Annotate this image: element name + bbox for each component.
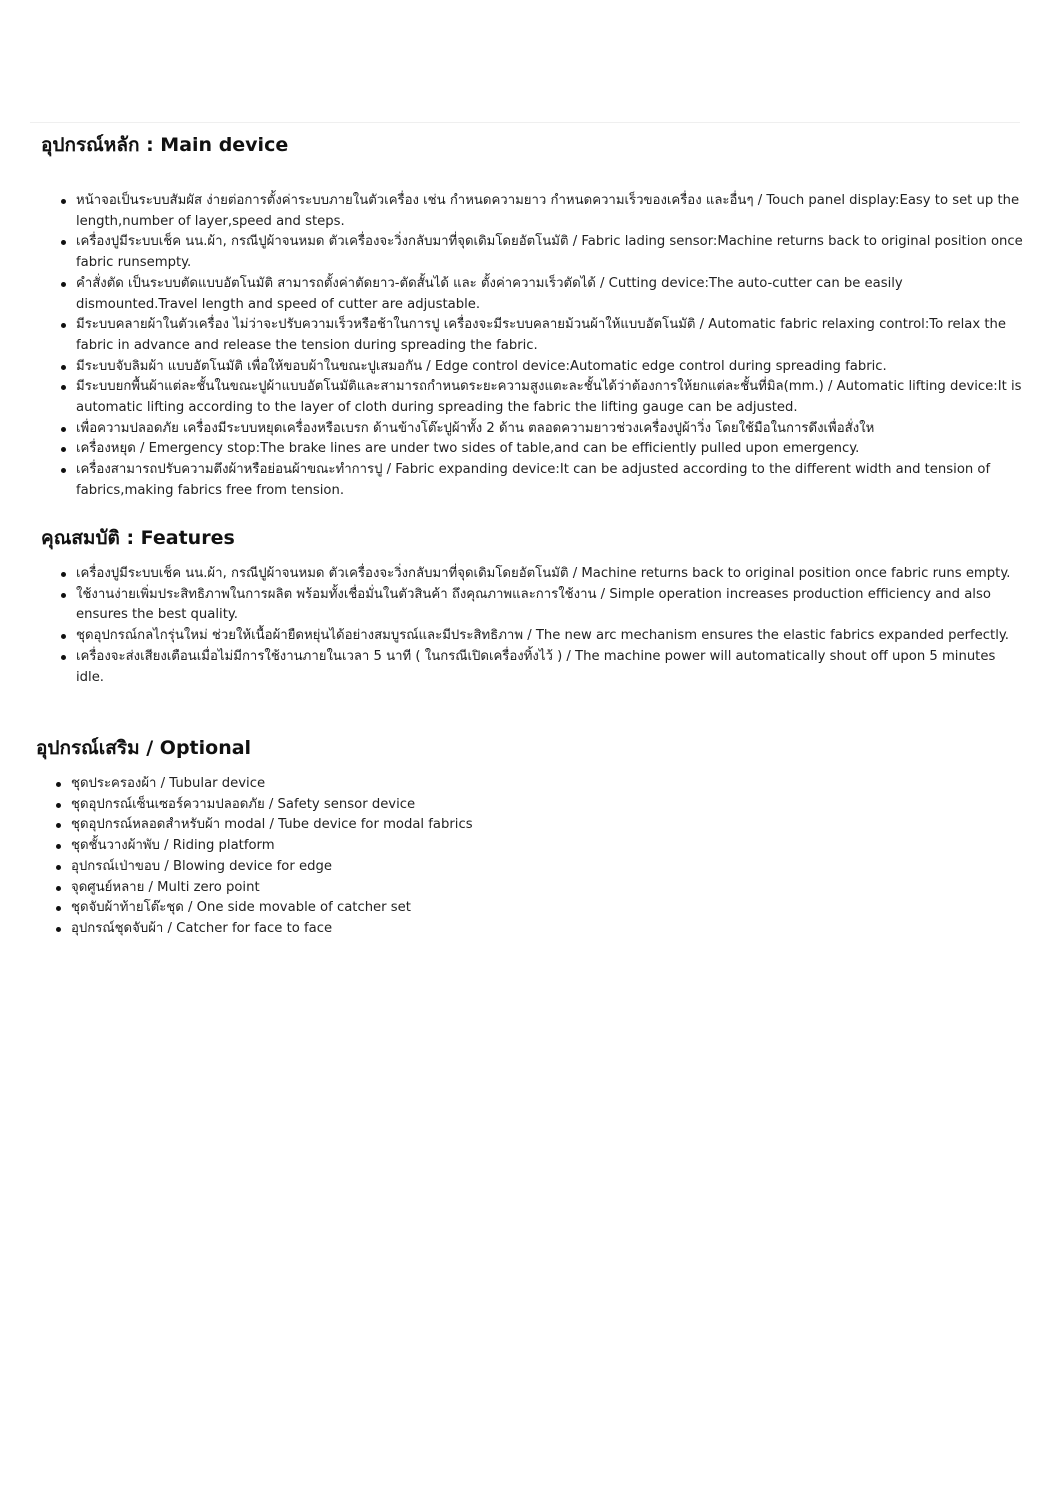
bullet-icon bbox=[61, 199, 66, 204]
bullet-icon bbox=[61, 655, 66, 660]
bullet-icon bbox=[56, 906, 61, 911]
bullet-icon bbox=[61, 634, 66, 639]
bullet-icon bbox=[56, 823, 61, 828]
optional-section bbox=[0, 736, 1050, 940]
bullet-icon bbox=[61, 385, 66, 390]
main-device-list bbox=[76, 191, 1026, 502]
list-item bbox=[76, 585, 1026, 626]
list-item bbox=[76, 315, 1026, 356]
list-item-text: ชุดประครองผ้า / Tubular device bbox=[71, 776, 266, 791]
list-item bbox=[76, 191, 1026, 232]
main-device-heading: อุปกรณ์หลัก : Main device bbox=[41, 134, 289, 156]
list-item bbox=[76, 460, 1026, 501]
bullet-icon bbox=[61, 593, 66, 598]
bullet-icon bbox=[61, 468, 66, 473]
bullet-icon bbox=[56, 844, 61, 849]
list-item bbox=[71, 836, 771, 857]
bullet-icon bbox=[61, 365, 66, 370]
top-divider bbox=[30, 122, 1020, 123]
list-item-text: เครื่องจะส่งเสียงเตือนเมื่อไม่มีการใช้งานภายในเวลา 5 นาที ( ในกรณีเปิดเครื่องทิ้งไว้ ) / The machine power will automatically shout off upon 5 minutes idle. bbox=[76, 648, 996, 685]
bullet-icon bbox=[56, 782, 61, 787]
list-item bbox=[71, 774, 771, 795]
list-item-text: จุดศูนย์หลาย / Multi zero point bbox=[71, 879, 260, 895]
list-item-text: คำสั่งตัด เป็นระบบตัดแบบอัตโนมัติ สามารถตั้งค่าตัดยาว-ตัดสั้นได้ และ ตั้งค่าความเร็วตัดได้ / Cutting device:The auto-cutter can be easily dismounted.Travel length and speed of cutter are adjustable. bbox=[76, 275, 903, 312]
list-item-text: เครื่องหยุด / Emergency stop:The brake lines are under two sides of table,and can be efficiently pulled upon emergency. bbox=[76, 441, 860, 457]
bullet-icon bbox=[61, 572, 66, 577]
list-item-text: ใช้งานง่ายเพิ่มประสิทธิภาพในการผลิต พร้อมทั้งเชื่อมั่นในตัวสินค้า ถึงคุณภาพและการใช้งาน / Simple operation increases production efficiency and also ensures the best quality. bbox=[76, 586, 991, 623]
bullet-icon bbox=[61, 323, 66, 328]
optional-heading: อุปกรณ์เสริม / Optional bbox=[36, 737, 252, 759]
list-item bbox=[71, 857, 771, 878]
optional-list bbox=[71, 774, 771, 940]
bullet-icon bbox=[61, 447, 66, 452]
bullet-icon bbox=[56, 865, 61, 870]
list-item bbox=[71, 919, 771, 940]
list-item bbox=[71, 878, 771, 899]
bullet-icon bbox=[56, 886, 61, 891]
list-item-text: ชุดอุปกรณ์กลไกรุ่นใหม่ ช่วยให้เนื้อผ้ายืดหยุ่นได้อย่างสมบูรณ์และมีประสิทธิภาพ / The new arc mechanism ensures the elastic fabrics expanded perfectly. bbox=[76, 628, 1009, 644]
list-item bbox=[76, 274, 1026, 315]
features-section bbox=[0, 526, 1050, 688]
bullet-icon bbox=[56, 803, 61, 808]
features-list bbox=[76, 564, 1026, 688]
list-item-text: เครื่องปูมีระบบเช็ค นน.ผ้า, กรณีปูผ้าจนหมด ตัวเครื่องจะวิ่งกลับมาที่จุดเดิมโดยอัตโนมัติ / Machine returns back to original position once fabric runs empty. bbox=[76, 566, 1011, 581]
list-item bbox=[76, 647, 1026, 688]
list-item bbox=[76, 419, 1026, 440]
list-item bbox=[76, 564, 1026, 585]
list-item-text: เครื่องสามารถปรับความตึงผ้าหรือย่อนผ้าขณะทำการปู / Fabric expanding device:It can be adjusted according to the different width and tension of fabrics,making fabrics free from tension. bbox=[76, 462, 991, 498]
list-item-text: มีระบบจับลิมผ้า แบบอัตโนมัติ เพื่อให้ขอบผ้าในขณะปูเสมอกัน / Edge control device:Automatic edge control during spreading fabric. bbox=[76, 358, 887, 374]
list-item bbox=[71, 795, 771, 816]
list-item-text: ชุดอุปกรณ์เซ็นเซอร์ความปลอดภัย / Safety sensor device bbox=[71, 796, 416, 812]
list-item-text: มีระบบคลายผ้าในตัวเครื่อง ไม่ว่าจะปรับความเร็วหรือช้าในการปู เครื่องจะมีระบบคลายม้วนผ้าให้แบบอัตโนมัติ / Automatic fabric relaxing control:To relax the fabric in advance and release the tension during spreading the fabric. bbox=[76, 317, 1006, 353]
bullet-icon bbox=[61, 282, 66, 287]
main-device-section bbox=[0, 133, 1050, 502]
list-item-text: มีระบบยกพื้นผ้าแต่ละชั้นในขณะปูผ้าแบบอัตโนมัติและสามารถกำหนดระยะความสูงแตะละชั้นได้ว่าต้องการให้ยกแต่ละชั้นที่มิล(mm.) / Automatic lifting device:It is automatic lifting according to the layer of cloth during spreading the fabric the lifting gauge can be adjusted. bbox=[76, 379, 1022, 416]
bullet-icon bbox=[61, 240, 66, 245]
list-item bbox=[71, 898, 771, 919]
features-heading: คุณสมบัติ : Features bbox=[41, 527, 235, 549]
list-item bbox=[76, 626, 1026, 647]
list-item bbox=[76, 439, 1026, 460]
list-item-text: ชุดอุปกรณ์หลอดสำหรับผ้า modal / Tube device for modal fabrics bbox=[71, 817, 473, 833]
bullet-icon bbox=[61, 427, 66, 432]
list-item-text: อุปกรณ์เป่าขอบ / Blowing device for edge bbox=[71, 858, 332, 874]
list-item bbox=[71, 815, 771, 836]
list-item-text: ชุดจับผ้าท้ายโต๊ะชุด / One side movable of catcher set bbox=[71, 900, 411, 916]
list-item-text: ชุดชั้นวางผ้าพับ / Riding platform bbox=[71, 838, 275, 854]
list-item bbox=[76, 232, 1026, 273]
list-item-text: เครื่องปูมีระบบเช็ค นน.ผ้า, กรณีปูผ้าจนหมด ตัวเครื่องจะวิ่งกลับมาที่จุดเดิมโดยอัตโนมัติ / Fabric lading sensor:Machine returns back to original position once fabric runsempty. bbox=[76, 234, 1023, 271]
list-item bbox=[76, 377, 1026, 418]
list-item-text: อุปกรณ์ชุดจับผ้า / Catcher for face to face bbox=[71, 920, 333, 936]
list-item bbox=[76, 357, 1026, 378]
list-item-text: หน้าจอเป็นระบบสัมผัส ง่ายต่อการตั้งค่าระบบภายในตัวเครื่อง เช่น กำหนดความยาว กำหนดความเร็วของเครื่อง และอื่นๆ / Touch panel display:Easy to set up the length,number of layer,speed and steps. bbox=[76, 193, 1020, 229]
list-item-text: เพื่อความปลอดภัย เครื่องมีระบบหยุดเครื่องหรือเบรก ด้านข้างโต๊ะปูผ้าทั้ง 2 ด้าน ตลอดความยาวช่วงเครื่องปูผ้าวิ่ง โดยใช้มือในการดึงเพื่อสั่งให bbox=[76, 420, 875, 436]
bullet-icon bbox=[56, 927, 61, 932]
